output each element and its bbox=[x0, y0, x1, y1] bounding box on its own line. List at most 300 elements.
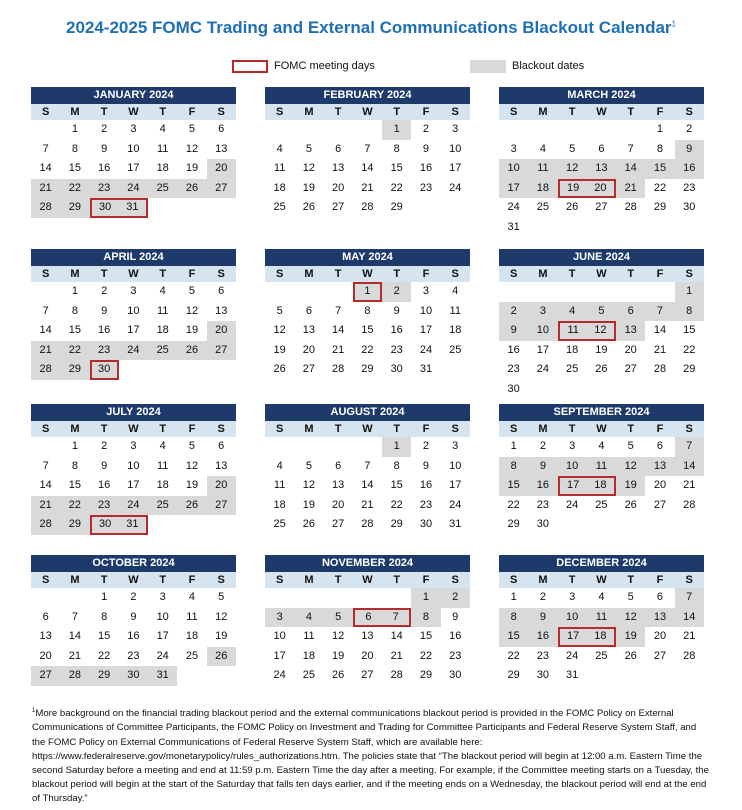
day-cell: 25 bbox=[148, 179, 177, 199]
day-cell: 27 bbox=[207, 496, 236, 516]
week-row bbox=[31, 120, 236, 140]
day-cell: 11 bbox=[156, 142, 169, 155]
day-cell: 23 bbox=[683, 181, 696, 194]
day-cell: 10 bbox=[528, 321, 557, 341]
day-cell: 23 bbox=[419, 181, 433, 194]
weekday-label: M bbox=[304, 574, 314, 586]
month-title: JULY 2024 bbox=[31, 404, 236, 421]
day-cell: 9 bbox=[499, 321, 528, 341]
day-cell: 21 bbox=[683, 479, 696, 491]
day-cell: 22 bbox=[60, 341, 89, 361]
weekday-label: F bbox=[422, 574, 430, 586]
day-cell: 15 bbox=[68, 162, 82, 174]
weekday-label: W bbox=[128, 268, 139, 280]
month-calendar bbox=[265, 249, 470, 380]
empty-day-cell bbox=[177, 515, 206, 535]
weekday-label: F bbox=[422, 106, 430, 118]
day-cell: 16 bbox=[419, 479, 433, 491]
empty-day-cell bbox=[616, 282, 645, 302]
day-cell: 5 bbox=[305, 459, 312, 472]
day-cell: 21 bbox=[683, 630, 696, 642]
day-cell: 22 bbox=[361, 343, 374, 356]
day-cell: 2 bbox=[422, 440, 430, 452]
day-cell: 24 bbox=[566, 649, 579, 662]
empty-day-cell bbox=[148, 360, 177, 380]
day-cell: 17 bbox=[558, 627, 587, 647]
day-cell: 18 bbox=[587, 476, 616, 496]
day-cell: 17 bbox=[127, 162, 140, 174]
legend-blackout-label: Blackout dates bbox=[512, 60, 585, 72]
day-cell: 2 bbox=[686, 123, 693, 135]
week-row bbox=[499, 282, 704, 302]
weekday-label: S bbox=[275, 423, 284, 435]
day-cell: 13 bbox=[587, 159, 616, 179]
day-cell: 28 bbox=[31, 515, 60, 535]
weekday-label: W bbox=[596, 574, 607, 586]
week-row bbox=[499, 179, 704, 199]
day-cell: 10 bbox=[449, 142, 462, 155]
weekday-label: T bbox=[568, 423, 576, 435]
day-cell: 9 bbox=[422, 459, 430, 472]
weekday-label: W bbox=[362, 574, 373, 586]
day-cell: 5 bbox=[627, 440, 634, 452]
day-cell: 26 bbox=[302, 518, 316, 530]
day-cell: 30 bbox=[683, 201, 696, 213]
day-cell: 7 bbox=[645, 302, 674, 322]
weekday-label: M bbox=[70, 423, 80, 435]
empty-day-cell bbox=[558, 218, 587, 238]
day-cell: 7 bbox=[364, 459, 371, 472]
day-cell: 2 bbox=[382, 282, 411, 302]
day-cell: 28 bbox=[624, 201, 637, 213]
day-cell: 31 bbox=[507, 220, 520, 233]
day-cell: 6 bbox=[616, 302, 645, 322]
day-cell: 24 bbox=[566, 498, 579, 511]
week-row bbox=[265, 120, 470, 140]
footnote-text: More background on the financial trading blackout period and the external communications blackout period is provided in the FOMC Policy on External Communications of Committee Participants, the FOMC Policy on Investment and Trading for Committee Participants and Federal Reserve System Staff, and the FOMC Policy on External Communications of Federal Reserve System Staff, which are available here: https://www.federalreserve.gov/monetarypolicy/rules_authorizations.htm. The policies state that “The blackout period will begin at 12:00 a.m. Eastern Time the second Saturday before a meeting and end at 11:59 p.m. Eastern Time the day after a meeting. For example, if the Committee meeting starts on a Tuesday, the blackout period will begin at the start of the Saturday that falls ten days earlier, and if the meeting ends on a Wednesday, the blackout period will end at the end of Thursday.” bbox=[32, 708, 709, 805]
week-row bbox=[265, 198, 470, 218]
weekday-label: W bbox=[362, 423, 373, 435]
empty-day-cell bbox=[558, 380, 587, 400]
week-row bbox=[31, 321, 236, 341]
week-row bbox=[265, 302, 470, 322]
day-cell: 23 bbox=[536, 649, 550, 662]
weekday-label: S bbox=[41, 423, 50, 435]
day-cell: 28 bbox=[60, 666, 89, 686]
month-title: OCTOBER 2024 bbox=[31, 555, 236, 572]
day-cell: 17 bbox=[127, 479, 140, 491]
day-cell: 4 bbox=[276, 142, 283, 155]
day-cell: 29 bbox=[60, 360, 89, 380]
month-calendar bbox=[265, 87, 470, 218]
day-cell: 1 bbox=[71, 123, 78, 135]
empty-day-cell bbox=[587, 282, 616, 302]
empty-day-cell bbox=[294, 120, 323, 140]
day-cell: 29 bbox=[683, 363, 696, 375]
day-cell: 17 bbox=[449, 162, 462, 174]
legend-fomc bbox=[232, 58, 375, 74]
day-cell: 21 bbox=[68, 649, 82, 662]
day-cell: 22 bbox=[390, 181, 403, 194]
day-cell: 30 bbox=[90, 515, 119, 535]
day-cell: 28 bbox=[361, 201, 374, 213]
day-cell: 19 bbox=[215, 630, 228, 642]
day-cell: 7 bbox=[42, 459, 49, 472]
weekday-label: S bbox=[451, 574, 459, 586]
empty-day-cell bbox=[587, 666, 616, 686]
month-calendar bbox=[31, 404, 236, 535]
day-cell: 15 bbox=[98, 630, 111, 642]
day-cell: 3 bbox=[510, 142, 517, 155]
week-row bbox=[499, 457, 704, 477]
day-cell: 2 bbox=[101, 123, 108, 135]
day-cell: 2 bbox=[101, 440, 108, 452]
weekday-label: M bbox=[70, 268, 80, 280]
weekday-label: T bbox=[334, 106, 342, 118]
week-row bbox=[31, 627, 236, 647]
empty-day-cell bbox=[587, 380, 616, 400]
day-cell: 26 bbox=[595, 363, 608, 375]
empty-day-cell bbox=[645, 380, 674, 400]
day-cell: 12 bbox=[332, 630, 345, 642]
week-row bbox=[31, 159, 236, 179]
empty-day-cell bbox=[324, 588, 353, 608]
day-cell: 3 bbox=[159, 591, 166, 603]
week-row bbox=[265, 476, 470, 496]
day-cell: 9 bbox=[675, 140, 704, 160]
weekday-label: S bbox=[509, 106, 518, 118]
day-cell: 30 bbox=[119, 666, 148, 686]
day-cell: 8 bbox=[411, 608, 440, 628]
weekday-label: M bbox=[304, 106, 314, 118]
empty-day-cell bbox=[528, 380, 557, 400]
day-cell: 10 bbox=[558, 608, 587, 628]
day-cell: 12 bbox=[215, 610, 228, 623]
weekday-label: S bbox=[275, 574, 284, 586]
day-cell: 30 bbox=[449, 669, 462, 681]
weekday-header bbox=[31, 104, 236, 120]
day-cell: 9 bbox=[101, 142, 108, 155]
month-title: FEBRUARY 2024 bbox=[265, 87, 470, 104]
day-cell: 17 bbox=[558, 476, 587, 496]
day-cell: 16 bbox=[390, 324, 403, 336]
day-cell: 27 bbox=[31, 666, 60, 686]
weekday-label: T bbox=[568, 106, 576, 118]
day-cell: 7 bbox=[675, 588, 704, 608]
day-cell: 3 bbox=[130, 440, 137, 452]
day-cell: 13 bbox=[215, 304, 228, 317]
day-cell: 13 bbox=[215, 459, 228, 472]
day-cell: 6 bbox=[305, 304, 312, 317]
day-cell: 21 bbox=[332, 343, 345, 356]
day-cell: 17 bbox=[156, 630, 169, 642]
week-row bbox=[31, 496, 236, 516]
month-calendar bbox=[31, 87, 236, 218]
day-cell: 4 bbox=[539, 142, 546, 155]
day-cell: 14 bbox=[332, 324, 345, 336]
weekday-label: S bbox=[685, 106, 693, 118]
month-title: JANUARY 2024 bbox=[31, 87, 236, 104]
day-cell: 9 bbox=[393, 304, 400, 317]
day-cell: 23 bbox=[90, 341, 119, 361]
week-row bbox=[265, 282, 470, 302]
day-cell: 18 bbox=[273, 498, 286, 511]
page-title bbox=[0, 18, 742, 38]
day-cell: 5 bbox=[188, 285, 196, 297]
day-cell: 18 bbox=[587, 627, 616, 647]
day-cell: 25 bbox=[449, 343, 462, 356]
day-cell: 26 bbox=[624, 498, 637, 511]
day-cell: 23 bbox=[390, 343, 403, 356]
weekday-label: W bbox=[362, 106, 373, 118]
empty-day-cell bbox=[324, 437, 353, 457]
month-calendar bbox=[499, 249, 704, 399]
weekday-label: T bbox=[100, 574, 108, 586]
day-cell: 20 bbox=[207, 321, 236, 341]
weekday-label: T bbox=[334, 423, 342, 435]
empty-day-cell bbox=[207, 666, 236, 686]
empty-day-cell bbox=[558, 282, 587, 302]
day-cell: 12 bbox=[185, 142, 199, 155]
day-cell: 12 bbox=[185, 304, 199, 317]
weekday-label: S bbox=[509, 423, 518, 435]
day-cell: 30 bbox=[390, 363, 403, 375]
day-cell: 21 bbox=[361, 181, 374, 194]
weekday-label: W bbox=[596, 268, 607, 280]
weekday-header bbox=[265, 572, 470, 588]
day-cell: 14 bbox=[653, 324, 667, 336]
day-cell: 16 bbox=[528, 627, 557, 647]
day-cell: 17 bbox=[449, 479, 462, 491]
empty-day-cell bbox=[558, 120, 587, 140]
day-cell: 26 bbox=[207, 647, 236, 667]
day-cell: 19 bbox=[185, 479, 199, 491]
day-cell: 3 bbox=[422, 285, 430, 297]
day-cell: 11 bbox=[303, 630, 315, 642]
day-cell: 9 bbox=[528, 457, 557, 477]
day-cell: 18 bbox=[273, 181, 286, 194]
day-cell: 1 bbox=[510, 440, 517, 452]
day-cell: 23 bbox=[90, 496, 119, 516]
day-cell: 18 bbox=[185, 630, 199, 642]
day-cell: 1 bbox=[411, 588, 440, 608]
empty-day-cell bbox=[119, 360, 148, 380]
day-cell: 19 bbox=[595, 343, 608, 356]
weekday-label: F bbox=[422, 268, 430, 280]
day-cell: 11 bbox=[449, 304, 461, 317]
day-cell: 27 bbox=[207, 179, 236, 199]
day-cell: 3 bbox=[130, 285, 137, 297]
day-cell: 22 bbox=[98, 649, 111, 662]
weekday-label: T bbox=[627, 423, 635, 435]
empty-day-cell bbox=[616, 218, 645, 238]
weekday-label: T bbox=[334, 268, 342, 280]
day-cell: 14 bbox=[390, 630, 403, 642]
weekday-header bbox=[499, 421, 704, 437]
day-cell: 2 bbox=[422, 123, 430, 135]
day-cell: 18 bbox=[156, 324, 169, 336]
empty-day-cell bbox=[265, 120, 294, 140]
empty-day-cell bbox=[499, 120, 528, 140]
weekday-label: S bbox=[217, 574, 225, 586]
day-cell: 22 bbox=[419, 649, 433, 662]
day-cell: 8 bbox=[71, 142, 78, 155]
day-cell: 29 bbox=[90, 666, 119, 686]
day-cell: 20 bbox=[39, 649, 52, 662]
day-cell: 25 bbox=[302, 669, 316, 681]
week-row bbox=[31, 476, 236, 496]
day-cell: 15 bbox=[390, 479, 403, 491]
month-title: NOVEMBER 2024 bbox=[265, 555, 470, 572]
empty-day-cell bbox=[675, 380, 704, 400]
day-cell: 14 bbox=[39, 479, 52, 491]
empty-day-cell bbox=[353, 588, 382, 608]
day-cell: 8 bbox=[499, 457, 528, 477]
footnote-mark: 1 bbox=[32, 708, 36, 714]
day-cell: 10 bbox=[127, 304, 140, 317]
day-cell: 5 bbox=[324, 608, 353, 628]
week-row bbox=[31, 198, 236, 218]
day-cell: 16 bbox=[98, 479, 111, 491]
day-cell: 26 bbox=[332, 669, 345, 681]
weekday-label: W bbox=[128, 423, 139, 435]
week-row bbox=[499, 476, 704, 496]
day-cell: 29 bbox=[390, 518, 403, 530]
day-cell: 14 bbox=[675, 608, 704, 628]
week-row bbox=[31, 282, 236, 302]
day-cell: 29 bbox=[60, 198, 89, 218]
weekday-label: F bbox=[188, 106, 196, 118]
day-cell: 8 bbox=[499, 608, 528, 628]
empty-day-cell bbox=[177, 198, 206, 218]
day-cell: 11 bbox=[273, 479, 286, 491]
day-cell: 25 bbox=[148, 341, 177, 361]
day-cell: 11 bbox=[156, 304, 169, 317]
day-cell: 12 bbox=[587, 321, 616, 341]
month-title: DECEMBER 2024 bbox=[499, 555, 704, 572]
empty-day-cell bbox=[324, 282, 353, 302]
day-cell: 10 bbox=[419, 304, 433, 317]
weekday-label: M bbox=[538, 268, 548, 280]
weekday-label: T bbox=[334, 574, 342, 586]
day-cell: 5 bbox=[627, 591, 634, 603]
day-cell: 10 bbox=[127, 142, 140, 155]
day-cell: 23 bbox=[419, 498, 433, 511]
day-cell: 17 bbox=[536, 343, 550, 356]
week-row bbox=[265, 496, 470, 516]
day-cell: 6 bbox=[353, 608, 382, 628]
day-cell: 21 bbox=[31, 496, 60, 516]
day-cell: 8 bbox=[71, 304, 78, 317]
day-cell: 1 bbox=[101, 591, 108, 603]
day-cell: 13 bbox=[39, 630, 52, 642]
day-cell: 6 bbox=[656, 591, 664, 603]
day-cell: 5 bbox=[188, 440, 196, 452]
day-cell: 7 bbox=[675, 437, 704, 457]
empty-day-cell bbox=[207, 515, 236, 535]
day-cell: 24 bbox=[273, 669, 286, 681]
day-cell: 12 bbox=[616, 457, 645, 477]
day-cell: 7 bbox=[364, 142, 371, 155]
title-footnote-mark: 1 bbox=[671, 19, 676, 29]
day-cell: 24 bbox=[419, 343, 433, 356]
empty-day-cell bbox=[411, 198, 440, 218]
weekday-label: S bbox=[685, 574, 693, 586]
weekday-label: F bbox=[656, 268, 664, 280]
day-cell: 18 bbox=[302, 649, 316, 662]
day-cell: 19 bbox=[332, 649, 345, 662]
day-cell: 19 bbox=[185, 324, 199, 336]
day-cell: 6 bbox=[218, 285, 225, 297]
week-row bbox=[499, 515, 704, 535]
empty-day-cell bbox=[616, 120, 645, 140]
empty-day-cell bbox=[587, 515, 616, 535]
weekday-header bbox=[499, 572, 704, 588]
day-cell: 26 bbox=[177, 179, 206, 199]
month-title: MARCH 2024 bbox=[499, 87, 704, 104]
day-cell: 5 bbox=[305, 142, 312, 155]
week-row bbox=[499, 140, 704, 160]
empty-day-cell bbox=[645, 218, 674, 238]
day-cell: 1 bbox=[656, 123, 664, 135]
day-cell: 31 bbox=[119, 515, 148, 535]
empty-day-cell bbox=[31, 437, 60, 457]
day-cell: 27 bbox=[595, 201, 608, 213]
week-row bbox=[499, 608, 704, 628]
day-cell: 8 bbox=[364, 304, 371, 317]
day-cell: 1 bbox=[675, 282, 704, 302]
day-cell: 5 bbox=[218, 591, 225, 603]
empty-day-cell bbox=[528, 120, 557, 140]
day-cell: 25 bbox=[536, 201, 550, 213]
weekday-label: M bbox=[538, 423, 548, 435]
week-row bbox=[31, 588, 236, 608]
empty-day-cell bbox=[528, 218, 557, 238]
day-cell: 16 bbox=[675, 159, 704, 179]
day-cell: 22 bbox=[390, 498, 403, 511]
weekday-label: F bbox=[422, 423, 430, 435]
day-cell: 20 bbox=[624, 343, 637, 356]
week-row bbox=[265, 179, 470, 199]
day-cell: 30 bbox=[507, 382, 520, 395]
empty-day-cell bbox=[675, 218, 704, 238]
day-cell: 2 bbox=[441, 588, 470, 608]
day-cell: 27 bbox=[302, 363, 316, 375]
week-row bbox=[499, 380, 704, 400]
day-cell: 12 bbox=[185, 459, 199, 472]
day-cell: 22 bbox=[653, 181, 667, 194]
week-row bbox=[499, 666, 704, 686]
day-cell: 2 bbox=[130, 591, 137, 603]
weekday-label: M bbox=[70, 106, 80, 118]
weekday-label: S bbox=[685, 268, 693, 280]
day-cell: 9 bbox=[422, 142, 430, 155]
weekday-label: F bbox=[656, 423, 664, 435]
day-cell: 31 bbox=[449, 518, 462, 530]
day-cell: 24 bbox=[119, 341, 148, 361]
day-cell: 30 bbox=[536, 669, 550, 681]
day-cell: 11 bbox=[558, 321, 587, 341]
empty-day-cell bbox=[207, 198, 236, 218]
week-row bbox=[499, 120, 704, 140]
day-cell: 6 bbox=[335, 459, 342, 472]
empty-day-cell bbox=[207, 360, 236, 380]
weekday-label: T bbox=[159, 574, 167, 586]
empty-day-cell bbox=[31, 282, 60, 302]
week-row bbox=[31, 457, 236, 477]
day-cell: 24 bbox=[536, 363, 550, 375]
legend-fomc-label: FOMC meeting days bbox=[274, 60, 375, 72]
